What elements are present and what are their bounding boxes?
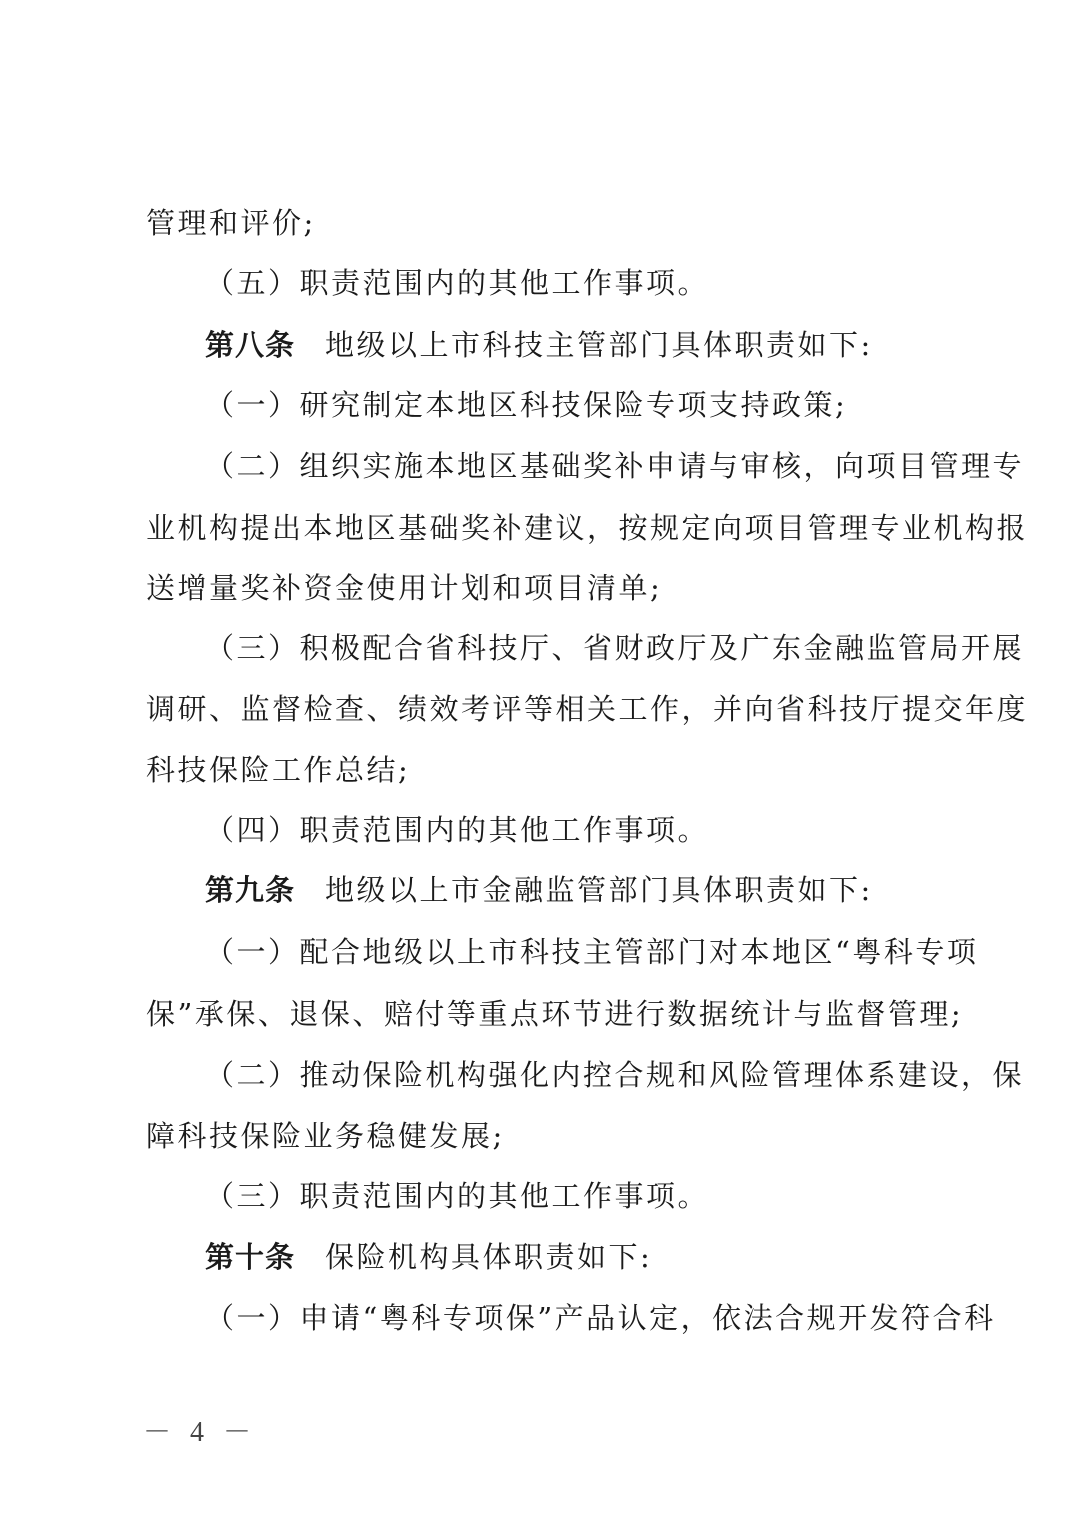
article-heading: 第九条	[205, 873, 296, 907]
article-10	[205, 1237, 946, 1277]
paragraph-line: （一）申请“粤科专项保”产品认定，依法合规开发符合科	[205, 1301, 996, 1335]
paragraph-line: （二）推动保险机构强化内控合规和风险管理体系建设，保	[205, 1058, 1025, 1092]
paragraph-line: （四）职责范围内的其他工作事项。	[205, 813, 710, 847]
paragraph-line: 业机构提出本地区基础奖补建议，按规定向项目管理专业机构报	[146, 511, 1029, 545]
paragraph-line: （三）职责范围内的其他工作事项。	[205, 1179, 710, 1213]
article-text: 保险机构具体职责如下:	[325, 1240, 653, 1274]
article-heading: 第十条	[205, 1240, 296, 1274]
paragraph-line: 障科技保险业务稳健发展;	[146, 1119, 505, 1153]
paragraph-line: 保”承保、退保、赔付等重点环节进行数据统计与监督管理;	[146, 997, 964, 1031]
article-text: 地级以上市金融监管部门具体职责如下:	[325, 873, 873, 907]
paragraph-line: 管理和评价;	[146, 206, 316, 240]
paragraph-line: 调研、监督检查、绩效考评等相关工作，并向省科技厅提交年度	[146, 692, 1029, 726]
paragraph-line: （五）职责范围内的其他工作事项。	[205, 266, 710, 300]
paragraph-line: （二）组织实施本地区基础奖补申请与审核，向项目管理专	[205, 449, 1025, 483]
paragraph-line: （三）积极配合省科技厅、省财政厅及广东金融监管局开展	[205, 631, 1025, 665]
paragraph-line: （一）配合地级以上市科技主管部门对本地区“粤科专项	[205, 935, 979, 969]
article-text: 地级以上市科技主管部门具体职责如下:	[325, 328, 873, 362]
paragraph-line: （一）研究制定本地区科技保险专项支持政策;	[205, 388, 848, 422]
page-number: － 4 －	[143, 1417, 258, 1448]
article-9	[205, 870, 946, 910]
article-8	[205, 325, 946, 365]
paragraph-line: 送增量奖补资金使用计划和项目清单;	[146, 571, 663, 605]
article-heading: 第八条	[205, 328, 296, 362]
paragraph-line: 科技保险工作总结;	[146, 753, 411, 787]
